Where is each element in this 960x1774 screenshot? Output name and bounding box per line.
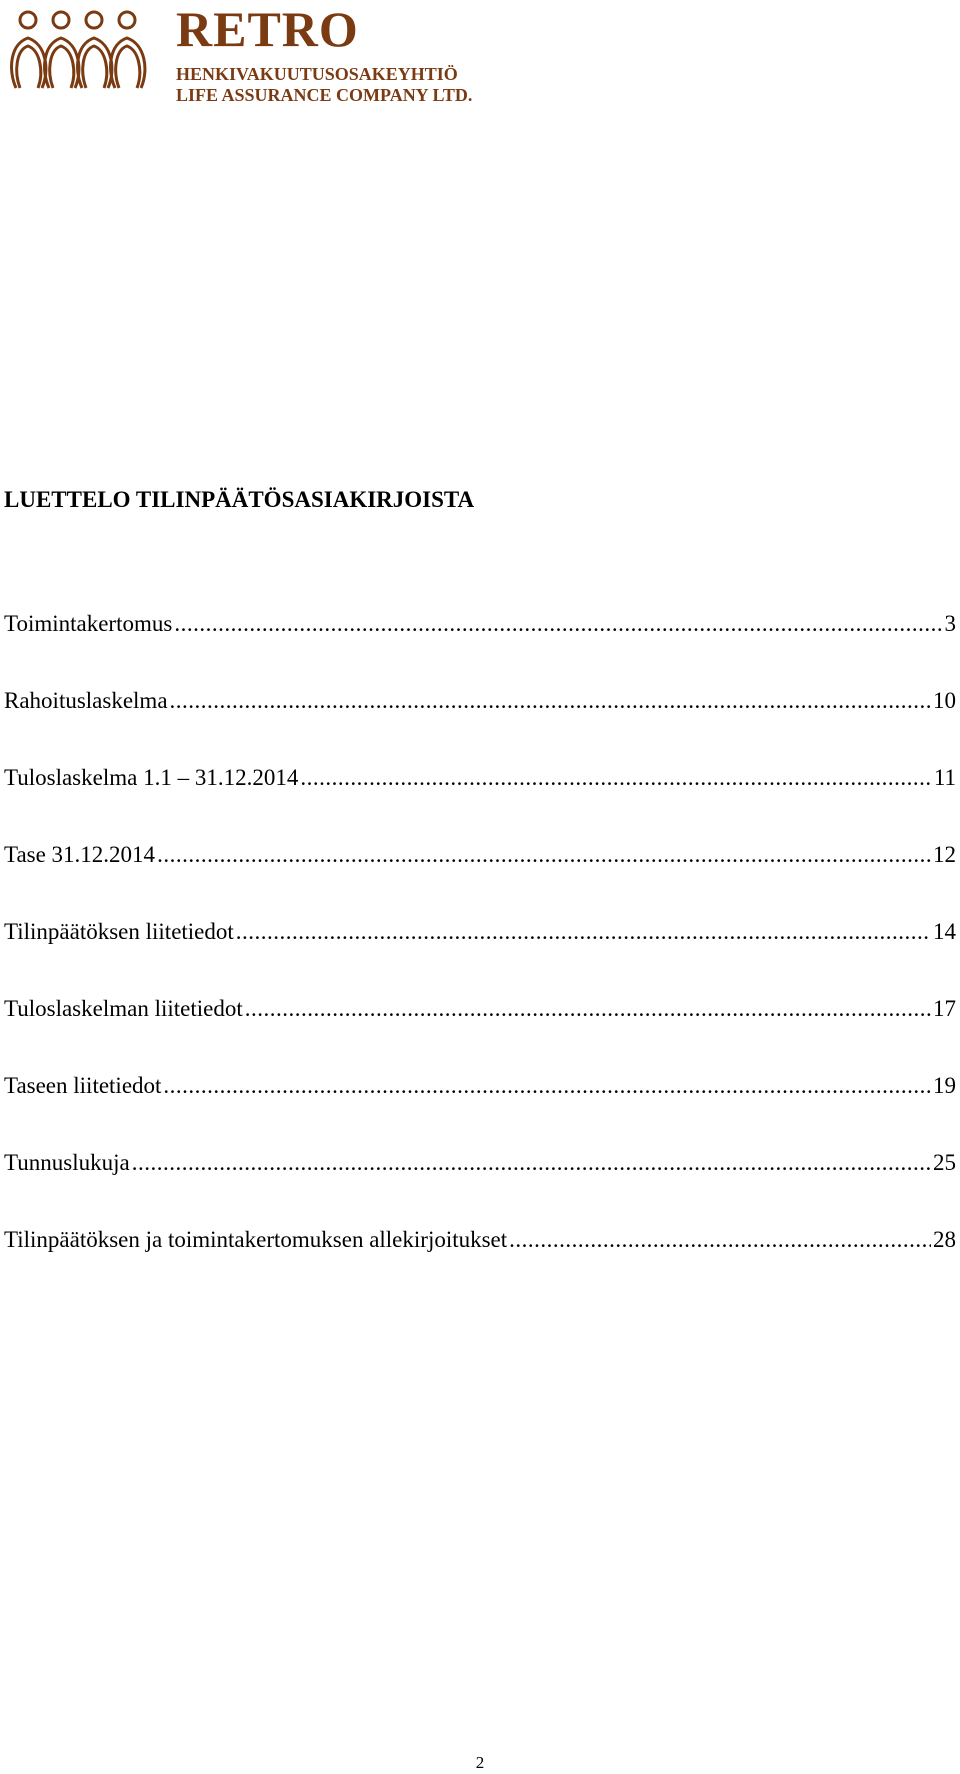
toc-dot-leader	[509, 1228, 931, 1251]
toc-entry[interactable]	[4, 1151, 960, 1228]
toc-entry[interactable]	[4, 1074, 960, 1151]
toc-dot-leader	[236, 920, 931, 943]
toc-entry[interactable]	[4, 997, 960, 1074]
table-of-contents	[4, 612, 960, 1305]
company-name-finnish: HENKIVAKUUTUSOSAKEYHTIÖ	[176, 64, 458, 84]
toc-entry[interactable]	[4, 843, 960, 920]
brand-name: RETRO	[176, 1, 359, 57]
company-name-english: LIFE ASSURANCE COMPANY LTD.	[176, 85, 473, 105]
toc-entry-title: Taseen liitetiedot	[4, 1073, 162, 1098]
toc-entry[interactable]	[4, 920, 960, 997]
toc-entry-page: 11	[933, 765, 956, 790]
toc-entry-page: 17	[933, 996, 956, 1021]
page-number: 2	[475, 1753, 485, 1772]
toc-entry[interactable]	[4, 612, 960, 689]
toc-entry-title: Rahoituslaskelma	[4, 688, 168, 713]
toc-entry-title: Tuloslaskelman liitetiedot	[4, 996, 243, 1021]
toc-entry-page: 14	[933, 919, 956, 944]
toc-entry-title: Tilinpäätöksen ja toimintakertomuksen allekirjoitukset	[4, 1227, 508, 1252]
page-header	[8, 1, 528, 105]
toc-entry[interactable]	[4, 766, 960, 843]
toc-dot-leader	[174, 612, 942, 635]
toc-entry-page: 25	[933, 1150, 956, 1175]
document-title: LUETTELO TILINPÄÄTÖSASIAKIRJOISTA	[4, 487, 475, 512]
toc-entry-page: 28	[933, 1227, 956, 1252]
toc-entry-title: Toimintakertomus	[4, 611, 173, 636]
toc-entry-page: 10	[933, 688, 956, 713]
toc-entry-title: Tilinpäätöksen liitetiedot	[4, 919, 234, 944]
toc-dot-leader	[170, 689, 931, 712]
toc-entry-title: Tase 31.12.2014	[4, 842, 156, 867]
toc-entry-page: 3	[944, 611, 956, 636]
toc-dot-leader	[163, 1074, 931, 1097]
toc-dot-leader	[300, 766, 932, 789]
interlocked-rings-logo-icon	[8, 8, 158, 100]
toc-entry-page: 12	[933, 842, 956, 867]
toc-entry-page: 19	[933, 1073, 956, 1098]
toc-entry[interactable]	[4, 1228, 960, 1305]
toc-dot-leader	[245, 997, 931, 1020]
toc-dot-leader	[132, 1151, 931, 1174]
toc-entry[interactable]	[4, 689, 960, 766]
toc-dot-leader	[157, 843, 931, 866]
toc-entry-title: Tunnuslukuja	[4, 1150, 130, 1175]
toc-entry-title: Tuloslaskelma 1.1 – 31.12.2014	[4, 765, 299, 790]
